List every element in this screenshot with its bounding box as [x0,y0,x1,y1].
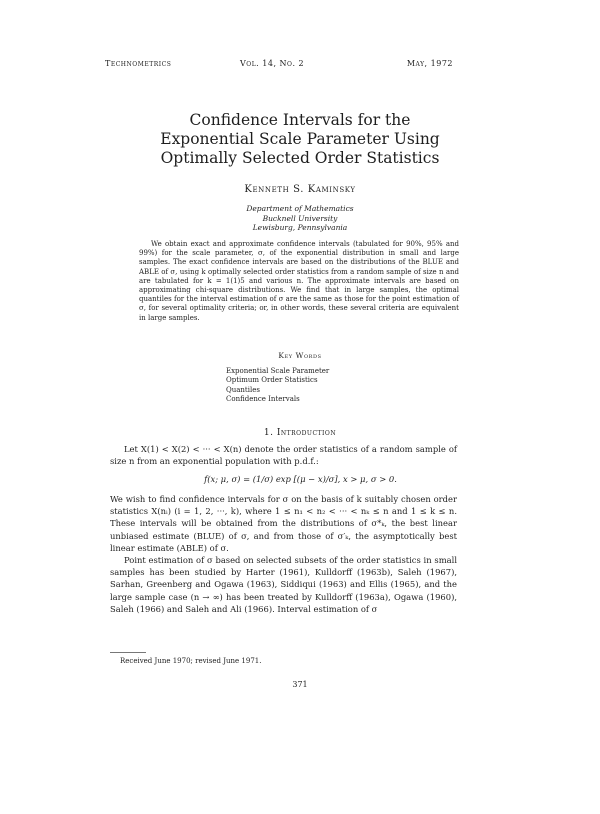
key-words-heading: Key Words [278,351,322,360]
affiliation-department: Department of Mathematics [246,204,354,213]
intro-paragraph: Point estimation of σ based on selected subsets of the order statistics in small samples has been studied by Harter (1961), Kulldorff (1963b), Saleh (1967), Sarhan, Greenberg and Ogawa (1963), Siddiqui (1963) and Ellis (1965), and the large sample case (n → ∞) has been treated by Kulldorff (1963a), Ogawa (1960), Saleh (1966) and Saleh and Ali (1966). Interval estimation of σ [110,555,457,614]
key-word-item: Quantiles [226,385,260,394]
paper-title [100,111,500,168]
intro-paragraph: We wish to find confidence intervals for σ on the basis of k suitably chosen order statistics X(nᵢ) (i = 1, 2, ···, k), where 1 ≤ n₁ < n₂ < ··· < nₖ ≤ n and 1 ≤ k ≤ n. These intervals will be obtained from the distributions of σ*ₖ, the best linear unbiased estimate (BLUE) of σ, and from those of σ′ₖ, the asymptotically best linear estimate (ABLE) of σ. [110,494,457,553]
intro-paragraph: Let X(1) < X(2) < ··· < X(n) denote the order statistics of a random sample of size n from an exponential population with p.d.f.: [110,444,457,467]
section-heading: 1. Introduction [263,428,337,438]
footnote: Received June 1970; revised June 1971. [120,657,262,665]
title-line: Exponential Scale Parameter Using [160,130,440,148]
key-word-item: Optimum Order Statistics [226,376,318,385]
key-word-item: Confidence Intervals [226,394,300,403]
affiliation-university: Bucknell University [262,213,338,223]
title-line: Optimally Selected Order Statistics [160,149,440,167]
pdf-formula: f(x; μ, σ) = (1/σ) exp [(μ − x)/σ], x > μ, σ > 0. [204,474,397,484]
key-word-item: Exponential Scale Parameter [226,367,330,375]
title-line: Confidence Intervals for the [189,111,411,129]
page-number: 371 [292,680,308,689]
journal-name: Technometrics [105,59,172,68]
footnote-rule [110,652,146,653]
affiliation-location: Lewisburg, Pennsylvania [252,223,348,232]
author-name: Kenneth S. Kaminsky [244,184,356,195]
issue-date: May, 1972 [406,59,453,68]
volume-issue: Vol. 14, No. 2 [240,59,305,68]
affiliation [100,204,500,233]
abstract: We obtain exact and approximate confidence intervals (tabulated for 90%, 95% and 99%) for the scale parameter, σ, of the exponential distribution in small and large samples. The exact confidence intervals are based on the distributions of the BLUE and ABLE of σ, using k optimally selected order statistics from a random sample of size n and are tabulated for k = 1(1)5 and various n. The approximate intervals are based on approximating chi-square distributions. We find that in large samples, the optimal quantiles for the interval estimation of σ are the same as those for the point estimation of σ, for several optimality criteria; or, in other words, these several criteria are equivalent in large samples. [139,240,459,322]
key-words-list [226,367,329,404]
